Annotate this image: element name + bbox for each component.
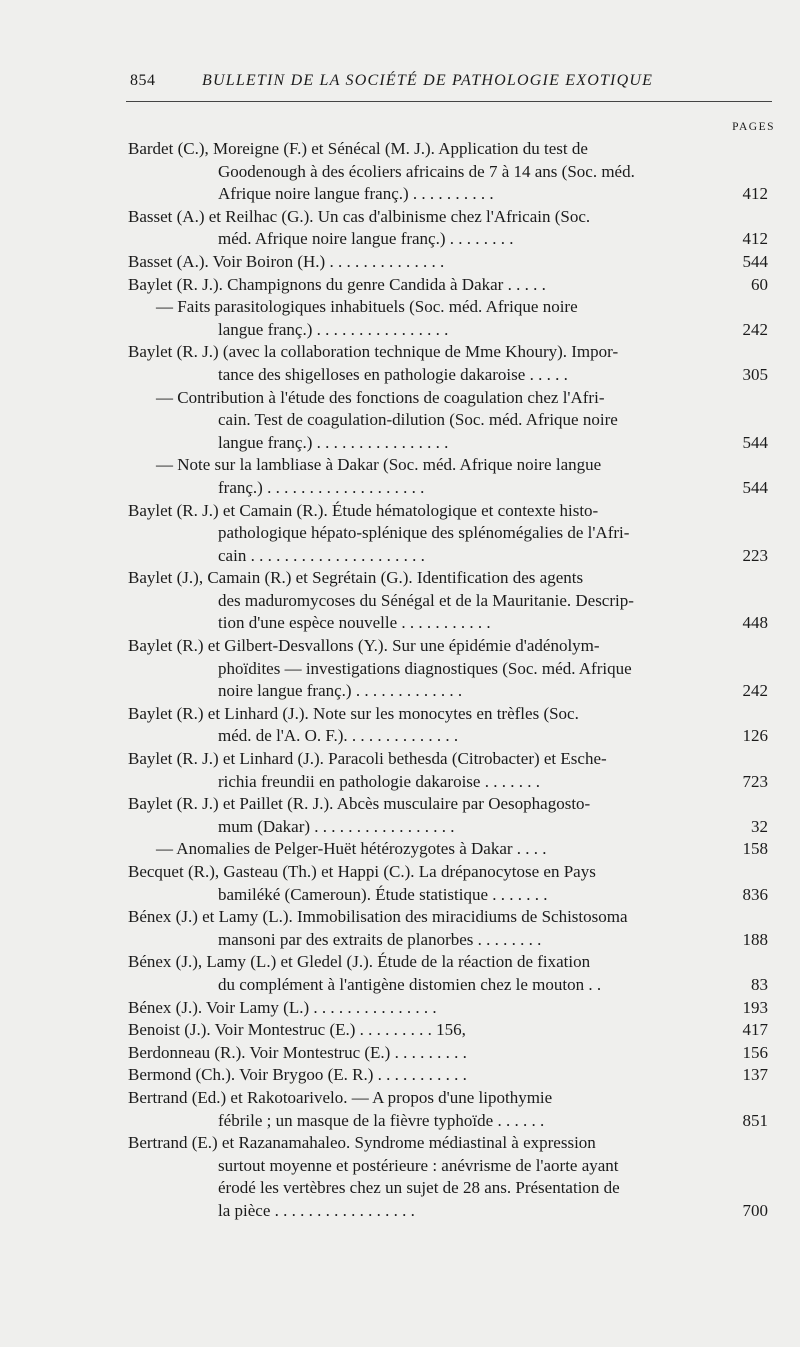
entry-text: Berdonneau (R.). Voir Montestruc (E.) . . . . . . . . . xyxy=(128,1042,467,1062)
entry-line xyxy=(128,1200,768,1223)
entry-text: pathologique hépato-splénique des splénomégalies de l'Afri- xyxy=(218,523,630,543)
index-entry xyxy=(128,138,768,206)
entry-line xyxy=(128,635,768,658)
header-rule xyxy=(126,101,772,102)
entry-line xyxy=(128,703,768,726)
entry-text: bamiléké (Cameroun). Étude statistique . . . . . . . xyxy=(218,884,548,904)
entry-line xyxy=(128,1042,768,1065)
entry-line xyxy=(128,771,768,794)
entry-text: des maduromycoses du Sénégal et de la Mauritanie. Descrip- xyxy=(218,590,634,610)
index-entry xyxy=(128,206,768,251)
entry-page-number: 412 xyxy=(742,184,768,204)
entry-line xyxy=(128,387,768,410)
entry-line xyxy=(128,748,768,771)
entry-text: mansoni par des extraits de planorbes . . . . . . . . xyxy=(218,929,542,949)
entry-line xyxy=(128,929,768,952)
entry-page-number: 193 xyxy=(742,997,768,1017)
entry-page-number: 242 xyxy=(742,681,768,701)
entry-line xyxy=(128,545,768,568)
entry-page-number: 448 xyxy=(742,613,768,633)
entry-text: tance des shigelloses en pathologie dakaroise . . . . . xyxy=(218,364,568,384)
entry-line xyxy=(128,161,768,184)
entry-line xyxy=(128,138,768,161)
entry-line xyxy=(128,1155,768,1178)
index-entry xyxy=(128,1019,768,1042)
entry-text: — Contribution à l'étude des fonctions de coagulation chez l'Afri- xyxy=(156,387,605,407)
entry-text: Basset (A.). Voir Boiron (H.) . . . . . . . . . . . . . . xyxy=(128,251,445,271)
entry-page-number: 223 xyxy=(742,545,768,565)
entry-text: Goodenough à des écoliers africains de 7 à 14 ans (Soc. méd. xyxy=(218,161,635,181)
entry-line xyxy=(128,793,768,816)
entry-line xyxy=(128,183,768,206)
entry-line xyxy=(128,341,768,364)
entry-line xyxy=(128,1087,768,1110)
entry-text: Bardet (C.), Moreigne (F.) et Sénécal (M. J.). Application du test de xyxy=(128,139,588,158)
entry-text: Basset (A.) et Reilhac (G.). Un cas d'albinisme chez l'Africain (Soc. xyxy=(128,206,591,226)
entry-text: tion d'une espèce nouvelle . . . . . . . . . . . xyxy=(218,613,491,633)
entry-page-number: 158 xyxy=(742,839,768,859)
entry-line xyxy=(128,816,768,839)
entry-page-number: 544 xyxy=(742,251,768,271)
entry-text: Bertrand (Ed.) et Rakotoarivelo. — A propos d'une lipothymie xyxy=(128,1087,553,1107)
entry-page-number: 544 xyxy=(742,477,768,497)
entry-text: Benoist (J.). Voir Montestruc (E.) . . . . . . . . . 156, xyxy=(128,1020,466,1040)
entry-text: cain. Test de coagulation-dilution (Soc. méd. Afrique noire xyxy=(218,410,618,430)
index-entry xyxy=(128,635,768,703)
entry-line xyxy=(128,1132,768,1155)
entry-text: Baylet (R. J.) (avec la collaboration technique de Mme Khoury). Impor- xyxy=(128,342,619,362)
entry-page-number: 126 xyxy=(742,726,768,746)
entry-text: Bénex (J.) et Lamy (L.). Immobilisation des miracidiums de Schistosoma xyxy=(128,907,628,927)
entry-line xyxy=(128,477,768,500)
entry-line xyxy=(128,725,768,748)
entry-line xyxy=(128,590,768,613)
entry-text: méd. de l'A. O. F.). . . . . . . . . . . . . . xyxy=(218,726,459,746)
entry-page-number: 836 xyxy=(742,884,768,904)
entry-line xyxy=(128,364,768,387)
entry-page-number: 851 xyxy=(742,1110,768,1130)
entry-text: surtout moyenne et postérieure : anévrisme de l'aorte ayant xyxy=(218,1155,619,1175)
entry-text: richia freundii en pathologie dakaroise . . . . . . . xyxy=(218,771,540,791)
entry-text: Baylet (R. J.) et Linhard (J.). Paracoli bethesda (Citrobacter) et Esche- xyxy=(128,749,607,769)
entry-line xyxy=(128,612,768,635)
entry-text: Bénex (J.), Lamy (L.) et Gledel (J.). Étude de la réaction de fixation xyxy=(128,952,591,972)
entry-text: Bertrand (E.) et Razanamahaleo. Syndrome médiastinal à expression xyxy=(128,1133,596,1153)
entry-page-number: 156 xyxy=(742,1042,768,1062)
index-entry xyxy=(128,703,768,748)
running-header xyxy=(130,72,770,98)
entry-line xyxy=(128,319,768,342)
entry-line xyxy=(128,680,768,703)
page-number: 854 xyxy=(130,72,156,89)
entry-text: Baylet (R.) et Linhard (J.). Note sur les monocytes en trèfles (Soc. xyxy=(128,703,579,723)
entry-page-number: 700 xyxy=(742,1200,768,1220)
entry-page-number: 723 xyxy=(742,771,768,791)
entry-line xyxy=(128,1064,768,1087)
entry-text: Bénex (J.). Voir Lamy (L.) . . . . . . . . . . . . . . . xyxy=(128,997,437,1017)
entry-line xyxy=(128,997,768,1020)
entry-line xyxy=(128,861,768,884)
index-entry xyxy=(128,296,768,341)
entry-line xyxy=(128,951,768,974)
index-entry xyxy=(128,793,768,838)
index-entry xyxy=(128,454,768,499)
entry-page-number: 412 xyxy=(742,229,768,249)
entry-line xyxy=(128,1019,768,1042)
entry-line xyxy=(128,974,768,997)
index-entry xyxy=(128,838,768,861)
entry-line xyxy=(128,296,768,319)
entry-text: Becquet (R.), Gasteau (Th.) et Happi (C.). La drépanocytose en Pays xyxy=(128,862,596,881)
entry-page-number: 32 xyxy=(751,816,768,836)
index-entry xyxy=(128,1132,768,1222)
entry-text: Baylet (R.) et Gilbert-Desvallons (Y.). Sur une épidémie d'adénolym- xyxy=(128,636,600,656)
entry-text: méd. Afrique noire langue franç.) . . . . . . . . xyxy=(218,229,514,249)
entry-text: Baylet (R. J.) et Paillet (R. J.). Abcès musculaire par Oesophagosto- xyxy=(128,794,591,814)
entry-page-number: 417 xyxy=(742,1020,768,1040)
entry-line xyxy=(128,658,768,681)
entry-page-number: 188 xyxy=(742,929,768,949)
index-entry xyxy=(128,861,768,906)
entry-text: Baylet (J.), Camain (R.) et Segrétain (G.). Identification des agents xyxy=(128,568,584,588)
entry-text: franç.) . . . . . . . . . . . . . . . . . . . xyxy=(218,477,425,497)
entry-text: — Note sur la lambliase à Dakar (Soc. méd. Afrique noire langue xyxy=(156,455,602,475)
entry-line xyxy=(128,1110,768,1133)
entry-text: Baylet (R. J.) et Camain (R.). Étude hématologique et contexte histo- xyxy=(128,500,599,520)
entry-text: cain . . . . . . . . . . . . . . . . . . . . . xyxy=(218,545,425,565)
index-entry xyxy=(128,1064,768,1087)
entry-text: langue franç.) . . . . . . . . . . . . . . . . xyxy=(218,319,449,339)
entry-line xyxy=(128,274,768,297)
journal-title: BULLETIN DE LA SOCIÉTÉ DE PATHOLOGIE EXOTIQUE xyxy=(202,72,654,89)
entry-page-number: 60 xyxy=(751,274,768,294)
entry-text: noire langue franç.) . . . . . . . . . . . . . xyxy=(218,681,463,701)
index-entries xyxy=(128,138,768,1223)
index-entry xyxy=(128,387,768,455)
entry-line xyxy=(128,409,768,432)
entry-line xyxy=(128,522,768,545)
entry-text: Bermond (Ch.). Voir Brygoo (E. R.) . . . . . . . . . . . xyxy=(128,1065,467,1085)
entry-line xyxy=(128,567,768,590)
entry-line xyxy=(128,206,768,229)
index-entry xyxy=(128,567,768,635)
entry-line xyxy=(128,884,768,907)
entry-page-number: 242 xyxy=(742,319,768,339)
entry-line xyxy=(128,454,768,477)
index-entry xyxy=(128,997,768,1020)
entry-line xyxy=(128,838,768,861)
entry-line xyxy=(128,432,768,455)
index-entry xyxy=(128,1042,768,1065)
entry-text: phoïdites — investigations diagnostiques (Soc. méd. Afrique xyxy=(218,658,632,678)
entry-text: du complément à l'antigène distomien chez le mouton . . xyxy=(218,974,602,994)
index-entry xyxy=(128,274,768,297)
pages-column-label: PAGES xyxy=(732,121,775,133)
entry-line xyxy=(128,1177,768,1200)
entry-text: fébrile ; un masque de la fièvre typhoïde . . . . . . xyxy=(218,1110,545,1130)
index-entry xyxy=(128,951,768,996)
index-entry xyxy=(128,251,768,274)
index-entry xyxy=(128,748,768,793)
entry-text: — Anomalies de Pelger-Huët hétérozygotes à Dakar . . . . xyxy=(156,839,547,859)
entry-text: langue franç.) . . . . . . . . . . . . . . . . xyxy=(218,432,449,452)
entry-line xyxy=(128,251,768,274)
entry-line xyxy=(128,906,768,929)
entry-text: — Faits parasitologiques inhabituels (Soc. méd. Afrique noire xyxy=(156,297,578,317)
entry-line xyxy=(128,500,768,523)
entry-text: Baylet (R. J.). Champignons du genre Candida à Dakar . . . . . xyxy=(128,274,546,294)
index-entry xyxy=(128,500,768,568)
entry-page-number: 544 xyxy=(742,432,768,452)
entry-line xyxy=(128,228,768,251)
index-entry xyxy=(128,906,768,951)
index-entry xyxy=(128,341,768,386)
entry-page-number: 305 xyxy=(742,364,768,384)
entry-page-number: 137 xyxy=(742,1065,768,1085)
entry-text: mum (Dakar) . . . . . . . . . . . . . . . . . xyxy=(218,816,455,836)
index-entry xyxy=(128,1087,768,1132)
entry-text: la pièce . . . . . . . . . . . . . . . . . xyxy=(218,1200,415,1220)
entry-text: Afrique noire langue franç.) . . . . . . . . . . xyxy=(218,184,494,204)
entry-page-number: 83 xyxy=(751,974,768,994)
entry-text: érodé les vertèbres chez un sujet de 28 ans. Présentation de xyxy=(218,1178,620,1198)
